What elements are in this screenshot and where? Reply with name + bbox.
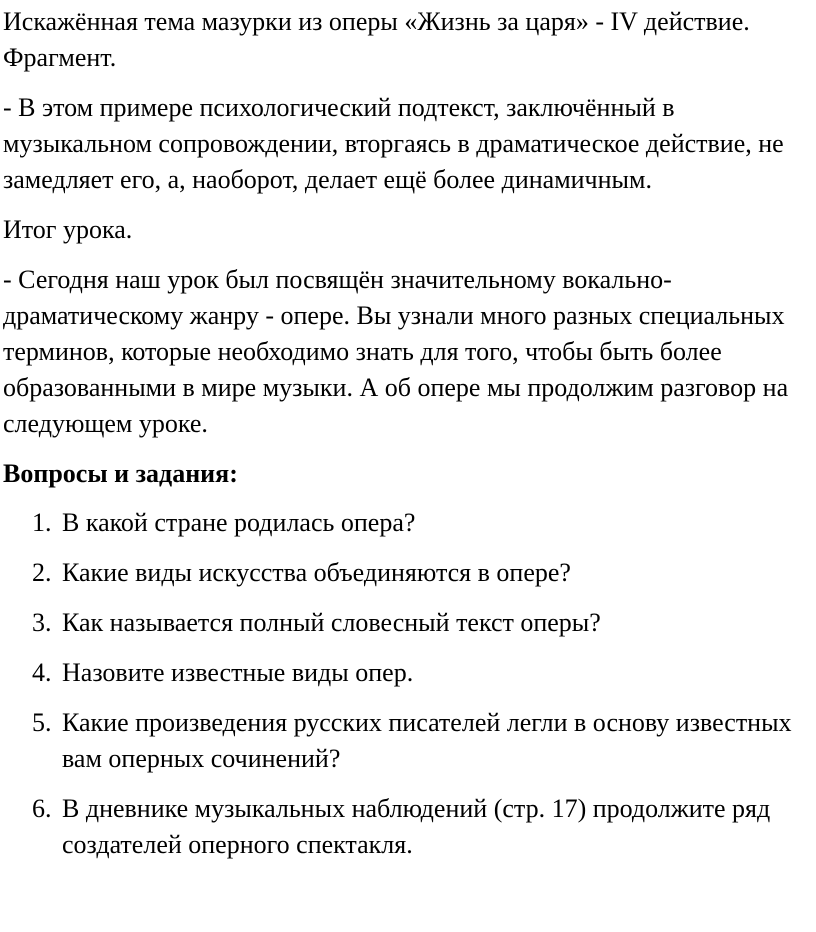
list-item-number: 3. (32, 608, 52, 637)
list-item (3, 791, 810, 863)
paragraph-lesson-summary: - Сегодня наш урок был посвящён значительному вокально-драматическому жанру - опере. Вы узнали много разных специальных терминов, которые необходимо знать для того, чтобы быть более образованными в мире музыки. А об опере мы продолжим разговор на следующем уроке. (3, 265, 789, 438)
list-item-text: В дневнике музыкальных наблюдений (стр. 17) продолжите ряд создателей оперного спектакля. (62, 794, 771, 859)
list-item-text: Назовите известные виды опер. (62, 658, 414, 687)
list-item (3, 705, 810, 777)
paragraph-lesson-summary-title: Итог урока. (3, 215, 133, 244)
list-item-number: 5. (32, 708, 52, 737)
list-item (3, 505, 810, 541)
questions-list (3, 505, 810, 863)
paragraph-psychological-subtext: - В этом примере психологический подтекст, заключённый в музыкальном сопровождении, вторгаясь в драматическое действие, не замедляет его, а, наоборот, делает ещё более динамичным. (3, 93, 784, 194)
list-item-text: В какой стране родилась опера? (62, 508, 416, 537)
list-item-number: 2. (32, 558, 52, 587)
list-item (3, 555, 810, 591)
list-item-text: Какие произведения русских писателей легли в основу известных вам оперных сочинений? (62, 708, 792, 773)
list-item-text: Как называется полный словесный текст оперы? (62, 608, 601, 637)
paragraph-mazurka-theme: Искажённая тема мазурки из оперы «Жизнь за царя» - IV действие. Фрагмент. (3, 7, 750, 72)
list-item-number: 6. (32, 794, 52, 823)
list-item-number: 1. (32, 508, 52, 537)
list-item-text: Какие виды искусства объединяются в опере? (62, 558, 571, 587)
list-item (3, 605, 810, 641)
list-item-number: 4. (32, 658, 52, 687)
list-item (3, 655, 810, 691)
questions-heading: Вопросы и задания: (3, 459, 238, 488)
